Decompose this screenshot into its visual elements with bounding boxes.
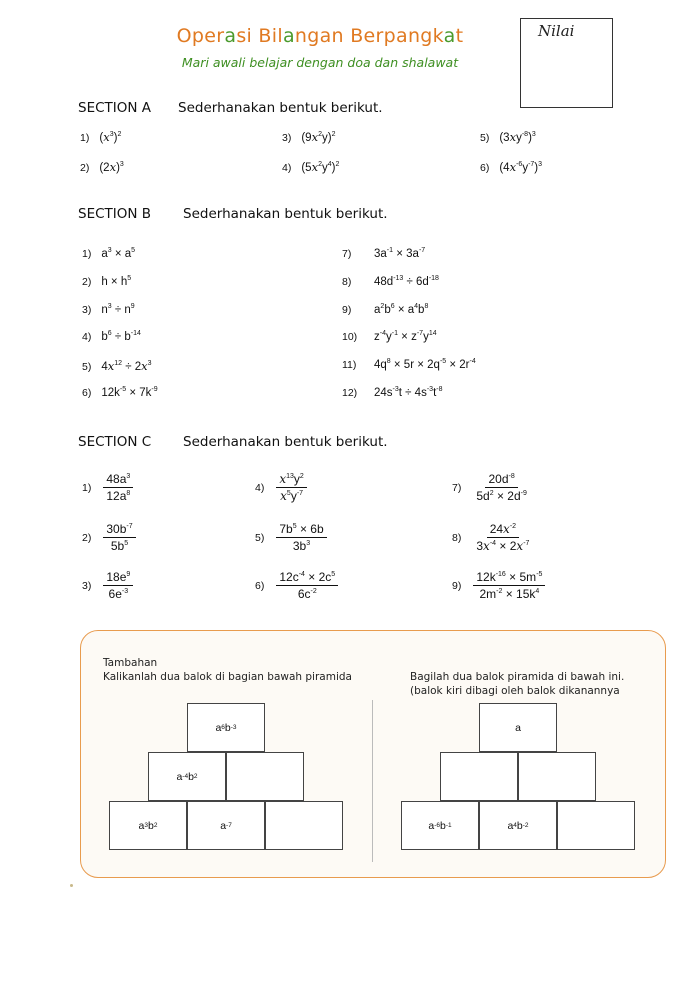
section-c-item: 5) $\frac{7b^5 \times 6b}{3b^3}$ [255, 522, 327, 553]
pyramid-divider [372, 700, 373, 862]
section-c-instruction: Sederhanakan bentuk berikut. [183, 434, 388, 450]
left-pyramid-cell: a -7 [187, 801, 265, 850]
section-a-item: 4) $(5x^2y^4)^2$ [282, 160, 340, 174]
section-c-item: 8) $\frac{24x^{-2}}{3x^{-4} \times 2x^{-7}}$ [452, 522, 530, 553]
section-c-item: 4) $\frac{x^{13}y^2}{x^5y^{-7}}$ [255, 472, 307, 503]
section-b-item: 9) $a^2b^6 \times a^4b^8$ [342, 303, 429, 316]
section-a-item: 1) $(x^3)^2$ [80, 130, 122, 144]
left-pyramid-cell: a 3 b 2 [109, 801, 187, 850]
section-c-item: 7) $\frac{20d^{-8}}{5d^2 \times 2d^{-9}}$ [452, 472, 527, 503]
section-b-item: 3) $n^3 \div n^9$ [82, 303, 135, 316]
section-a-item: 6) $(4x^{-6}y^{-7})^3$ [480, 160, 543, 174]
extra-heading: Tambahan [103, 657, 158, 669]
section-b-item: 8) $48d^{-13} \div 6d^{-18}$ [342, 275, 439, 288]
left-pyramid-cell [265, 801, 343, 850]
worksheet-title: Operasi Bilangan Berpangkat [176, 25, 464, 47]
score-label: Nilai [538, 22, 575, 40]
right-pyramid-instruction-2: (balok kiri dibagi oleh balok dikanannya [410, 685, 620, 697]
section-b-item: 7) $3a^{-1} \times 3a^{-7}$ [342, 247, 426, 260]
right-pyramid-cell: a -6 b -1 [401, 801, 479, 850]
section-c-item: 6) $\frac{12c^{-4} \times 2c^5}{6c^{-2}}$ [255, 570, 338, 601]
section-b-instruction: Sederhanakan bentuk berikut. [183, 206, 388, 222]
section-a-item: 3) $(9x^2y)^2$ [282, 130, 336, 144]
section-b-item: 5) $4x^{12} \div 2x^3$ [82, 359, 152, 373]
section-c-name: SECTION C [78, 434, 152, 450]
section-b-item: 4) $b^6 \div b^{-14}$ [82, 330, 141, 343]
right-pyramid-instruction-1: Bagilah dua balok piramida di bawah ini. [410, 671, 625, 683]
left-pyramid-cell: a -4 b 2 [148, 752, 226, 801]
section-b-item: 11) $4q^8 \times 5r \times 2q^{-5} \times 2r^{-4}$ [342, 358, 476, 371]
decorative-dot [70, 884, 73, 887]
right-pyramid-cell: a 4 b -2 [479, 801, 557, 850]
section-b-item: 6) $12k^{-5} \times 7k^{-9}$ [82, 386, 158, 399]
section-b-item: 12) $24s^{-3}t \div 4s^{-3}t^{-8}$ [342, 386, 443, 399]
worksheet-subtitle: Mari awali belajar dengan doa dan shalawat [181, 55, 459, 70]
section-c-item: 9) $\frac{12k^{-16} \times 5m^{-5}}{2m^{-2} \times 15k^4}$ [452, 570, 545, 601]
left-pyramid-instruction: Kalikanlah dua balok di bagian bawah piramida [103, 671, 352, 683]
right-pyramid-cell [557, 801, 635, 850]
section-b-item: 10) $z^{-4}y^{-1} \times z^{-7}y^{14}$ [342, 330, 437, 343]
right-pyramid-cell [518, 752, 596, 801]
section-b-item: 2) $h \times h^5$ [82, 275, 132, 288]
section-b-name: SECTION B [78, 206, 152, 222]
left-pyramid-cell: a 6 b -3 [187, 703, 265, 752]
section-c-item: 3) $\frac{18e^9}{6e^{-3}}$ [82, 570, 133, 601]
section-a-item: 2) $(2x)^3$ [80, 160, 124, 174]
left-pyramid-cell [226, 752, 304, 801]
right-pyramid-cell [440, 752, 518, 801]
section-a-name: SECTION A [78, 100, 152, 116]
section-c-item: 2) $\frac{30b^{-7}}{5b^5}$ [82, 522, 136, 553]
section-c-item: 1) $\frac{48a^3}{12a^8}$ [82, 472, 133, 503]
section-b-item: 1) $a^3 \times a^5$ [82, 247, 136, 260]
section-a-item: 5) $(3xy^{-8})^3$ [480, 130, 536, 144]
section-a-instruction: Sederhanakan bentuk berikut. [178, 100, 383, 116]
right-pyramid-cell: a [479, 703, 557, 752]
